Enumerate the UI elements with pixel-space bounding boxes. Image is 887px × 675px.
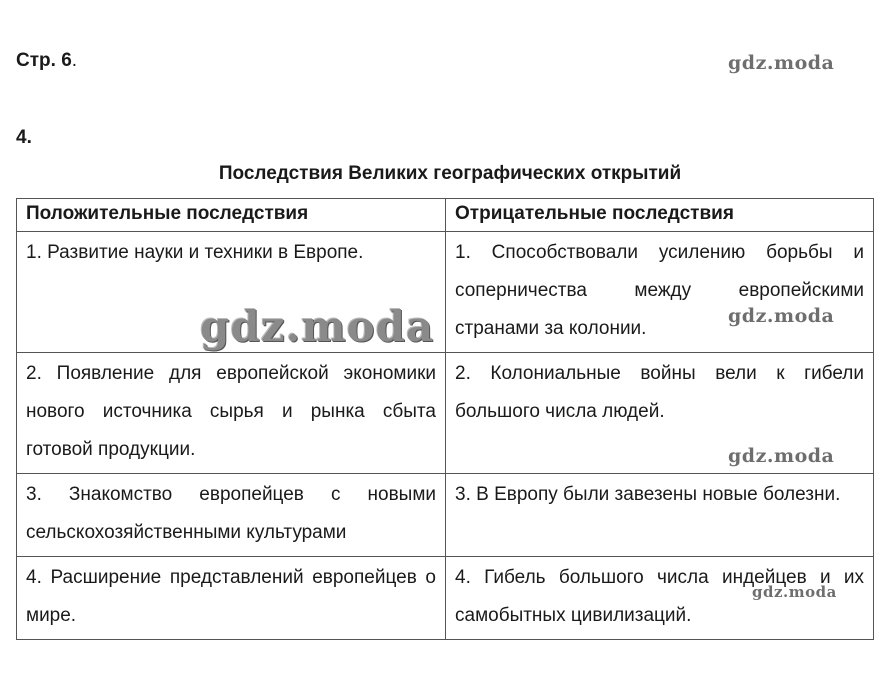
watermark: gdz.moda [728, 305, 835, 327]
header-positive: Положительные последствия [17, 199, 446, 232]
page-reference-text: Стр. 6 [16, 50, 72, 71]
watermark: gdz.moda [728, 52, 835, 74]
page-reference [16, 50, 77, 72]
negative-cell: 2. Колониальные войны вели к гибели большого числа людей. [446, 353, 874, 474]
negative-cell: 1. Способствовали усилению борьбы и соперничества между европейскими странами за колонии. [446, 232, 874, 353]
table-title: Последствия Великих географических открытий [218, 163, 682, 184]
watermark-large: gdz.moda [200, 302, 435, 351]
watermark: gdz.moda [752, 583, 837, 601]
positive-cell: 4. Расширение представлений европейцев о мире. [17, 557, 446, 640]
consequences-table [16, 198, 874, 640]
task-number: 4. [16, 127, 32, 148]
table-row [17, 557, 874, 640]
table-header-row [17, 199, 874, 232]
positive-cell: 3. Знакомство европейцев с новыми сельскохозяйственными культурами [17, 474, 446, 557]
watermark: gdz.moda [728, 445, 835, 467]
page-reference-dot: . [71, 50, 78, 71]
table-row [17, 474, 874, 557]
positive-cell: 2. Появление для европейской экономики нового источника сырья и рынка сбыта готовой продукции. [17, 353, 446, 474]
header-negative: Отрицательные последствия [446, 199, 874, 232]
table-row [17, 232, 874, 353]
negative-cell: 4. Гибель большого числа индейцев и их самобытных цивилизаций. [446, 557, 874, 640]
negative-cell: 3. В Европу были завезены новые болезни. [446, 474, 874, 557]
positive-cell: 1. Развитие науки и техники в Европе. [17, 232, 446, 353]
